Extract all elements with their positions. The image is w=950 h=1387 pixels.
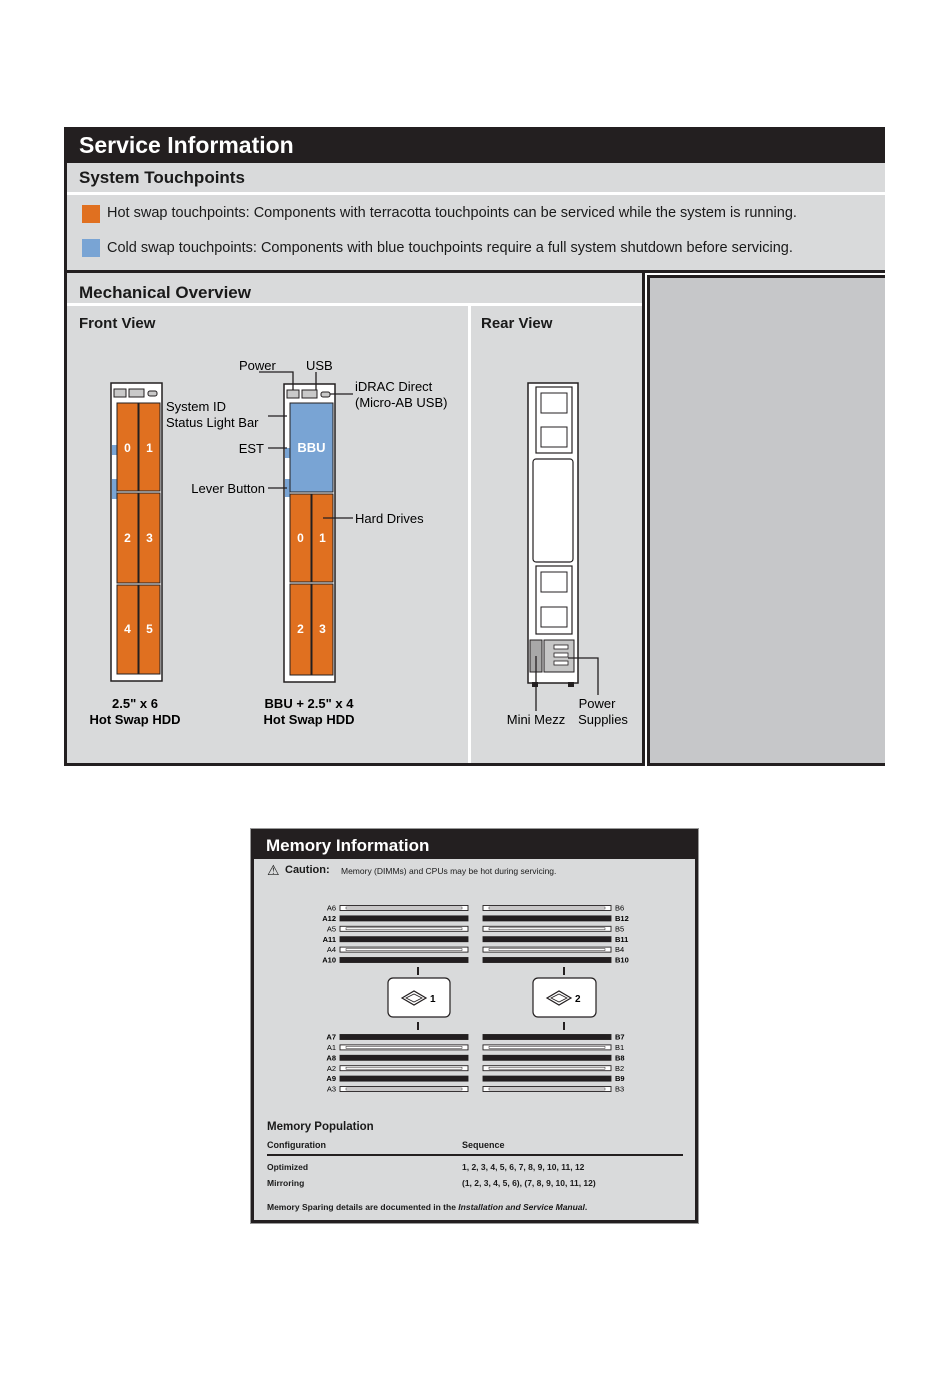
usb-callout: USB: [306, 358, 333, 373]
bay-label: 4: [124, 622, 131, 636]
rear-view-heading: Rear View: [481, 315, 553, 332]
dimm-slot-label: A4: [326, 945, 336, 955]
dimm-slot: [327, 1043, 468, 1052]
dimm-slot-label: A9: [326, 1074, 336, 1084]
dimm-slot: [483, 904, 624, 913]
dimm-slot-label: B4: [615, 945, 625, 955]
power-callout: Power: [239, 358, 276, 373]
dimm-slot-label: A11: [322, 934, 336, 944]
dimm-slot-label: A6: [326, 903, 336, 913]
cpu-2-label: 2: [575, 994, 581, 1005]
bay-label: 0: [297, 531, 304, 545]
dimm-slot-label: A1: [326, 1043, 336, 1052]
column-header-configuration: Configuration: [267, 1140, 326, 1150]
table-cell-config: Mirroring: [267, 1178, 305, 1188]
bay-label: 2: [124, 531, 131, 545]
dimm-slot-label: B2: [615, 1063, 625, 1073]
sled-bbu-caption: Hot Swap HDD: [263, 712, 355, 727]
dimm-slot: [327, 1064, 468, 1073]
dimm-slot: [483, 945, 624, 954]
memory-population-heading: Memory Population: [267, 1121, 374, 1133]
bay-label: 3: [319, 622, 326, 636]
sled-bbu-caption: BBU + 2.5" x 4: [264, 696, 354, 711]
dimm-slot-label: A12: [322, 914, 336, 923]
memory-sparing-note: [267, 1202, 587, 1212]
dimm-slot-label: A5: [326, 924, 336, 934]
cpu-1-label: 1: [430, 994, 436, 1005]
bay-label: 5: [146, 622, 153, 636]
rear-view-diagram: [468, 373, 640, 743]
bay-label: 2: [297, 622, 304, 636]
dimm-slot-label: B12: [615, 914, 629, 923]
dimm-slot: [326, 1074, 468, 1083]
system-id-callout: System ID: [166, 399, 226, 414]
sled-6-drive: [111, 383, 162, 681]
bay-label: 1: [146, 441, 153, 455]
dimm-slot-diagram: [254, 832, 695, 1102]
caution-text: Memory (DIMMs) and CPUs may be hot during servicing.: [341, 866, 557, 876]
dimm-slot: [483, 1074, 625, 1083]
dimm-slot-label: A2: [326, 1063, 336, 1073]
system-id-callout: Status Light Bar: [166, 415, 259, 430]
mini-mezz-callout: Mini Mezz: [506, 712, 566, 727]
power-supplies-callout: Power: [578, 696, 616, 711]
idrac-callout: iDRAC Direct: [355, 379, 433, 394]
bay-label: 1: [319, 531, 326, 545]
dimm-slot-label: B9: [615, 1074, 625, 1084]
memory-information-title: Memory Information: [266, 836, 430, 855]
dimm-slot: [326, 1033, 468, 1042]
column-header-sequence: Sequence: [462, 1140, 505, 1150]
dimm-slot-label: A7: [326, 1032, 336, 1042]
system-touchpoints-heading: System Touchpoints: [79, 168, 245, 187]
dimm-slot: [327, 945, 468, 954]
dimm-slot: [483, 1043, 624, 1052]
sled-bbu-4-drive: [284, 384, 335, 682]
cpu-1: [388, 967, 450, 1030]
hot-swap-swatch: [82, 205, 100, 223]
table-cell-sequence: (1, 2, 3, 4, 5, 6), (7, 8, 9, 10, 11, 12): [462, 1178, 596, 1188]
idrac-callout: (Micro-AB USB): [355, 395, 448, 410]
bbu-label: BBU: [297, 440, 326, 455]
service-information-title-bar: [64, 127, 885, 163]
system-touchpoints-section: [64, 163, 885, 270]
table-cell-config: Optimized: [267, 1162, 309, 1172]
hard-drives-callout: Hard Drives: [355, 511, 424, 526]
sled-6-drive-caption: Hot Swap HDD: [89, 712, 181, 727]
warning-icon: ⚠: [267, 862, 280, 878]
dimm-slot: [483, 914, 629, 923]
dimm-slot-label: A10: [322, 955, 336, 965]
front-view-diagram: [64, 273, 464, 763]
caution-label: Caution:: [285, 864, 330, 876]
dimm-slot: [323, 935, 468, 944]
dimm-slot: [326, 1053, 468, 1062]
est-callout: EST: [238, 441, 264, 456]
dimm-slot: [483, 1053, 625, 1062]
dimm-slot-label: A3: [326, 1084, 336, 1094]
dimm-slot: [322, 956, 468, 965]
hot-swap-description: Hot swap touchpoints: Components with terracotta touchpoints can be serviced while the system is running.: [107, 205, 797, 221]
dimm-slot-label: B10: [615, 955, 629, 965]
memory-information-panel: [251, 829, 698, 1223]
power-supplies-callout: Supplies: [578, 712, 628, 727]
dimm-slot-label: B8: [615, 1053, 625, 1063]
dimm-slot: [327, 924, 468, 933]
cold-swap-description: Cold swap touchpoints: Components with blue touchpoints require a full system shutdown before servicing.: [107, 240, 793, 256]
table-header-rule: [267, 1154, 683, 1156]
dimm-slot-label: B6: [615, 903, 625, 913]
dimm-slot: [327, 904, 468, 913]
sled-6-drive-caption: 2.5" x 6: [112, 696, 158, 711]
manual-title: Installation and Service Manual: [458, 1202, 585, 1212]
table-cell-sequence: 1, 2, 3, 4, 5, 6, 7, 8, 9, 10, 11, 12: [462, 1162, 585, 1172]
note-text: Memory Sparing details are documented in the: [267, 1202, 459, 1212]
bay-label: 0: [124, 441, 131, 455]
dimm-slot-label: B11: [615, 934, 629, 944]
bay-label: 3: [146, 531, 153, 545]
dimm-slot: [483, 1085, 624, 1094]
cpu-2: [533, 967, 596, 1030]
page-title: Service Information: [79, 132, 294, 158]
section-divider: [67, 192, 885, 195]
blank-panel: [647, 275, 885, 766]
note-text: .: [584, 1202, 588, 1212]
dimm-slot-label: B7: [615, 1032, 625, 1042]
dimm-slot: [483, 956, 629, 965]
dimm-slot: [483, 935, 628, 944]
front-view-heading: Front View: [79, 315, 156, 332]
dimm-slot: [322, 914, 468, 923]
mechanical-overview-heading: Mechanical Overview: [79, 283, 251, 302]
dimm-slot-label: A8: [326, 1053, 336, 1063]
rear-chassis: [528, 383, 578, 687]
dimm-slot-label: B3: [615, 1084, 625, 1094]
dimm-slot-label: B5: [615, 924, 625, 934]
dimm-slot: [327, 1085, 468, 1094]
dimm-slot-label: B1: [615, 1043, 625, 1052]
dimm-slot: [483, 1064, 624, 1073]
dimm-slot: [483, 1033, 625, 1042]
dimm-slot: [483, 924, 624, 933]
cold-swap-swatch: [82, 239, 100, 257]
lever-button-callout: Lever Button: [191, 481, 265, 496]
